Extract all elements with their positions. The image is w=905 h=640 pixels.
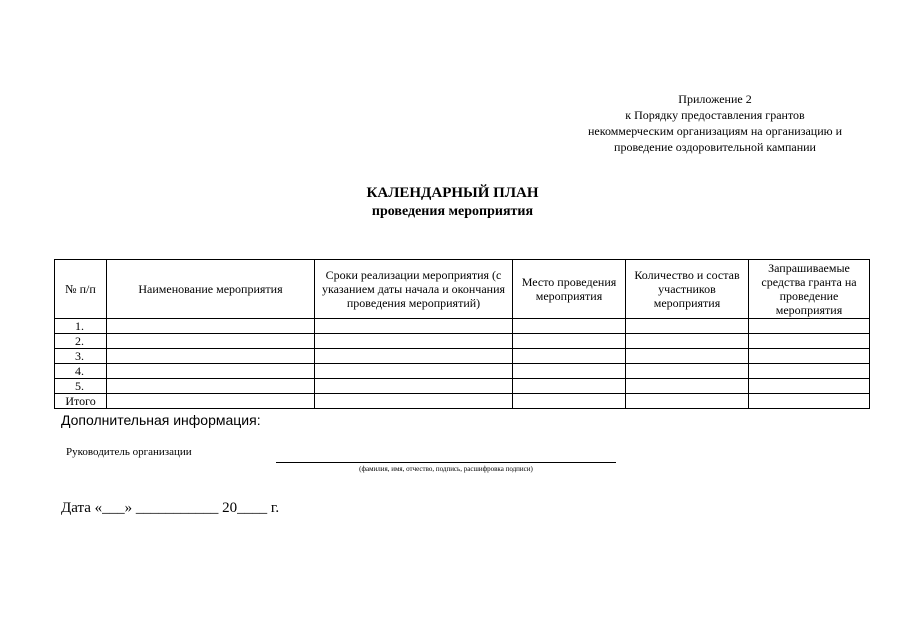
table-cell[interactable] xyxy=(626,379,749,394)
row-number: 4. xyxy=(55,364,107,379)
table-cell[interactable] xyxy=(107,379,315,394)
table-cell[interactable] xyxy=(107,334,315,349)
table-cell[interactable] xyxy=(749,364,870,379)
appendix-line-2: к Порядку предоставления грантов xyxy=(625,108,805,122)
table-cell[interactable] xyxy=(315,349,513,364)
header-number: № п/п xyxy=(55,260,107,319)
table-row xyxy=(55,379,870,394)
table-cell[interactable] xyxy=(315,319,513,334)
table-cell[interactable] xyxy=(513,349,626,364)
total-label: Итого xyxy=(55,394,107,409)
table-cell[interactable] xyxy=(749,379,870,394)
appendix-line-1: Приложение 2 xyxy=(678,92,752,106)
table-total-row xyxy=(55,394,870,409)
signature-line[interactable] xyxy=(276,462,616,463)
header-participants: Количество и состав участников мероприятия xyxy=(626,260,749,319)
head-of-organization-label: Руководитель организации xyxy=(66,446,192,458)
document-title: КАЛЕНДАРНЫЙ ПЛАН xyxy=(366,185,539,201)
table-cell[interactable] xyxy=(513,334,626,349)
appendix-note xyxy=(560,91,870,155)
table-cell[interactable] xyxy=(315,364,513,379)
table-cell[interactable] xyxy=(315,334,513,349)
header-location: Место проведения мероприятия xyxy=(513,260,626,319)
table-cell[interactable] xyxy=(107,394,315,409)
table-row xyxy=(55,349,870,364)
table-cell[interactable] xyxy=(107,364,315,379)
table-cell[interactable] xyxy=(513,379,626,394)
header-dates: Сроки реализации мероприятия (с указанием даты начала и окончания проведения мероприятий) xyxy=(315,260,513,319)
table-cell[interactable] xyxy=(626,334,749,349)
table-cell[interactable] xyxy=(107,349,315,364)
appendix-line-3: некоммерческим организациям на организацию и xyxy=(587,124,843,138)
row-number: 3. xyxy=(55,349,107,364)
date-line: Дата «___» ___________ 20____ г. xyxy=(61,500,280,516)
table-cell[interactable] xyxy=(513,364,626,379)
row-number: 5. xyxy=(55,379,107,394)
table-cell[interactable] xyxy=(626,394,749,409)
table-cell[interactable] xyxy=(626,349,749,364)
table-cell[interactable] xyxy=(513,394,626,409)
table-cell[interactable] xyxy=(315,394,513,409)
document-subtitle: проведения мероприятия xyxy=(371,204,534,219)
table-row xyxy=(55,364,870,379)
row-number: 1. xyxy=(55,319,107,334)
table-cell[interactable] xyxy=(749,349,870,364)
table-cell[interactable] xyxy=(626,319,749,334)
calendar-plan-table xyxy=(54,259,870,409)
row-number: 2. xyxy=(55,334,107,349)
extra-info-label: Дополнительная информация: xyxy=(61,412,261,428)
table-cell[interactable] xyxy=(749,394,870,409)
table-cell[interactable] xyxy=(107,319,315,334)
table-row xyxy=(55,319,870,334)
table-cell[interactable] xyxy=(749,319,870,334)
table-cell[interactable] xyxy=(513,319,626,334)
header-grant-funds: Запрашиваемые средства гранта на проведение мероприятия xyxy=(749,260,870,319)
signature-caption: (фамилия, имя, отчество, подпись, расшифровка подписи) xyxy=(359,465,533,473)
table-cell[interactable] xyxy=(626,364,749,379)
table-row xyxy=(55,334,870,349)
table-cell[interactable] xyxy=(749,334,870,349)
header-event-name: Наименование мероприятия xyxy=(107,260,315,319)
table-cell[interactable] xyxy=(315,379,513,394)
appendix-line-4: проведение оздоровительной кампании xyxy=(614,140,816,154)
table-header-row xyxy=(55,260,870,319)
